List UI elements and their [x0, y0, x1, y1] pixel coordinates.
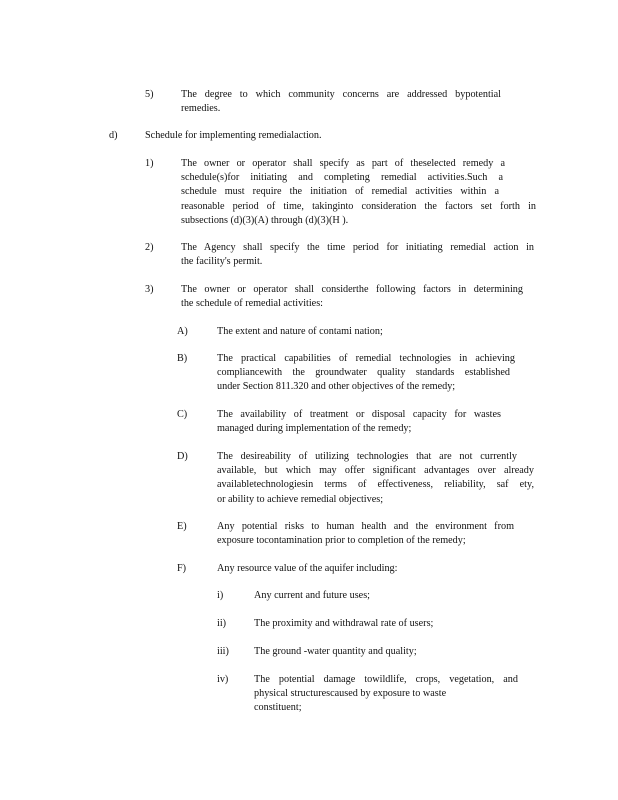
text-line: exposure tocontamination prior to completion of the remedy;	[217, 535, 466, 547]
text-line: constituent;	[254, 702, 302, 714]
item-text	[145, 129, 322, 143]
item-label: 3)	[145, 284, 154, 295]
item-label: E)	[177, 521, 187, 532]
text-line: managed during implementation of the remedy;	[217, 423, 412, 435]
item-label: iii)	[217, 646, 229, 657]
text-line: schedule(s)for initiating and completing remedial activities.Such a	[181, 172, 503, 184]
text-line: The availability of treatment or disposal capacity for wastes	[217, 409, 501, 420]
item-text	[181, 157, 536, 228]
item-label: 2)	[145, 242, 154, 253]
item-label: A)	[177, 326, 188, 337]
text-line: or ability to achieve remedial objectives;	[217, 493, 384, 505]
text-line: subsections (d)(3)(A) through (d)(3)(H ).	[181, 214, 349, 226]
text-line: The ground -water quantity and quality;	[254, 646, 417, 657]
text-line: Any potential risks to human health and the environment from	[217, 521, 514, 532]
text-line: the schedule of remedial activities:	[181, 298, 324, 310]
text-line: the facility's permit.	[181, 256, 263, 268]
item-label: iv)	[217, 674, 229, 685]
text-line: available, but which may offer significant advantages over already	[217, 465, 534, 477]
text-line: The practical capabilities of remedial technologies in achieving	[217, 353, 515, 364]
text-line: reasonable period of time, takinginto consideration the factors set forth in	[181, 200, 536, 212]
item-label: D)	[177, 451, 188, 462]
text-line: Schedule for implementing remedialaction.	[145, 130, 322, 141]
item-text	[254, 673, 518, 716]
text-line: availabletechnologiesin terms of effectiveness, reliability, saf ety,	[217, 479, 534, 491]
text-line: The owner or operator shall specify as part of theselected remedy a	[181, 158, 505, 169]
item-label: C)	[177, 409, 188, 420]
text-line: The degree to which community concerns are addressed bypotential	[181, 89, 501, 100]
text-line: The extent and nature of contami nation;	[217, 326, 383, 337]
item-text	[181, 241, 534, 269]
item-text	[254, 589, 370, 603]
text-line: The desireability of utilizing technologies that are not currently	[217, 451, 517, 462]
item-label: d)	[109, 130, 118, 141]
item-text	[254, 617, 433, 631]
text-line: The owner or operator shall considerthe following factors in determining	[181, 284, 523, 295]
text-line: under Section 811.320 and other objectives of the remedy;	[217, 381, 456, 393]
item-text	[254, 645, 417, 659]
item-text	[181, 88, 501, 116]
text-line: remedies.	[181, 103, 221, 115]
item-text	[217, 408, 501, 436]
item-text	[217, 562, 397, 576]
text-line: The potential damage towildlife, crops, vegetation, and	[254, 674, 518, 685]
item-label: F)	[177, 563, 187, 574]
item-text	[217, 450, 534, 507]
item-label: B)	[177, 353, 188, 364]
item-text	[181, 283, 523, 311]
text-line: The Agency shall specify the time period for initiating remedial action in	[181, 242, 534, 253]
text-line: physical structurescaused by exposure to waste	[254, 688, 447, 700]
item-label: 1)	[145, 158, 154, 169]
item-text	[217, 352, 515, 395]
text-line: schedule must require the initiation of remedial activities within a	[181, 186, 499, 198]
text-line: Any current and future uses;	[254, 590, 370, 601]
item-text	[217, 325, 383, 339]
text-line: compliancewith the groundwater quality standards established	[217, 367, 510, 379]
item-label: ii)	[217, 618, 227, 629]
text-line: The proximity and withdrawal rate of users;	[254, 618, 434, 629]
text-line: Any resource value of the aquifer including:	[217, 563, 398, 574]
item-label: i)	[217, 590, 224, 601]
item-label: 5)	[145, 89, 154, 100]
item-text	[217, 520, 514, 548]
